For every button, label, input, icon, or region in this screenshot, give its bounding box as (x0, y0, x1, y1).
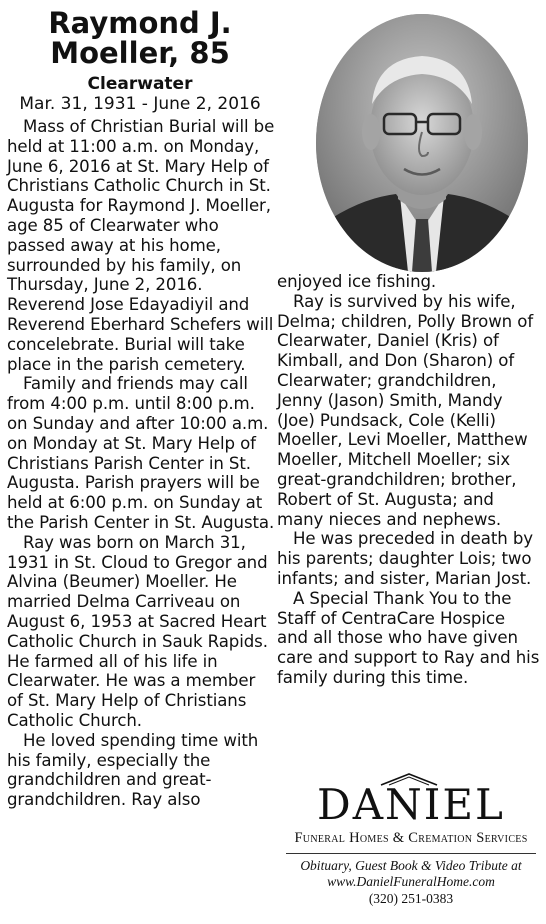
divider (286, 853, 536, 854)
paragraph-hobbies: He loved spending time with his family, especially the grandchildren and great-grandchildren. Ray also (7, 730, 259, 810)
paragraph-hobbies-continued: enjoyed ice fishing. (277, 272, 437, 291)
name-line-2: Moeller, 85 (50, 36, 230, 70)
obituary-column-right (277, 272, 541, 688)
paragraph-service: Mass of Christian Burial will be held at 11:00 a.m. on Monday, June 6, 2016 at St. Mary Help of Christians Catholic Church in St. Augusta for Raymond J. Moeller, age 85 of Clearwater who passed away at his home, surrounded by his family, on Thursday, June 2, 2016. Reverend Jose Edayadiyil and Reverend Eberhard Schefers will concelebrate. Burial will take place in the parish cemetery. (7, 117, 275, 374)
funeral-home-logo (278, 782, 544, 828)
paragraph-survivors: Ray is survived by his wife, Delma; children, Polly Brown of Clearwater, Daniel (Kris) of Kimball, and Don (Sharon) of Clearwater; grandchildren, Jenny (Jason) Smith, Mandy (Joe) Pundsack, Cole (Kelli) Moeller, Levi Moeller, Matthew Moeller, Mitchell Moeller; six great-grandchildren; brother, Robert of St. Augusta; and many nieces and nephews. (277, 291, 534, 529)
paragraph-life: Ray was born on March 31, 1931 in St. Cloud to Gregor and Alvina (Beumer) Moeller. He married Delma Carriveau on August 6, 1953 at Sacred Heart Catholic Church in Sauk Rapids. He farmed all of his life in Clearwater. He was a member of St. Mary Help of Christians Catholic Church. (7, 532, 268, 730)
hometown: Clearwater (87, 74, 193, 94)
funeral-home-tagline: Funeral Homes & Cremation Services (294, 830, 528, 846)
paragraph-preceded: He was preceded in death by his parents; daughter Lois; two infants; and sister, Marian Jost. (277, 529, 533, 588)
roof-icon (379, 772, 439, 786)
funeral-home-ad (278, 782, 544, 908)
website-link[interactable]: www.DanielFuneralHome.com (327, 874, 495, 889)
life-dates: Mar. 31, 1931 - June 2, 2016 (19, 94, 261, 114)
portrait-photo (316, 14, 528, 272)
name-line-1: Raymond J. (48, 6, 232, 40)
phone-number: (320) 251-0383 (368, 891, 454, 906)
obituary-column-left (7, 117, 275, 810)
funeral-home-logo-word: DANIEL (317, 780, 505, 829)
tribute-line: Obituary, Guest Book & Video Tribute at (300, 858, 522, 873)
paragraph-visitation: Family and friends may call from 4:00 p.m. until 8:00 p.m. on Sunday and after 10:00 a.m. on Monday at St. Mary Help of Christians Parish Center in St. Augusta. Parish prayers will be held at 6:00 p.m. on Sunday at the Parish Center in St. Augusta. (7, 374, 275, 532)
paragraph-thank-you: A Special Thank You to the Staff of CentraCare Hospice and all those who have given care and support to Ray and his family during this time. (277, 588, 540, 687)
obituary-name (8, 8, 272, 68)
